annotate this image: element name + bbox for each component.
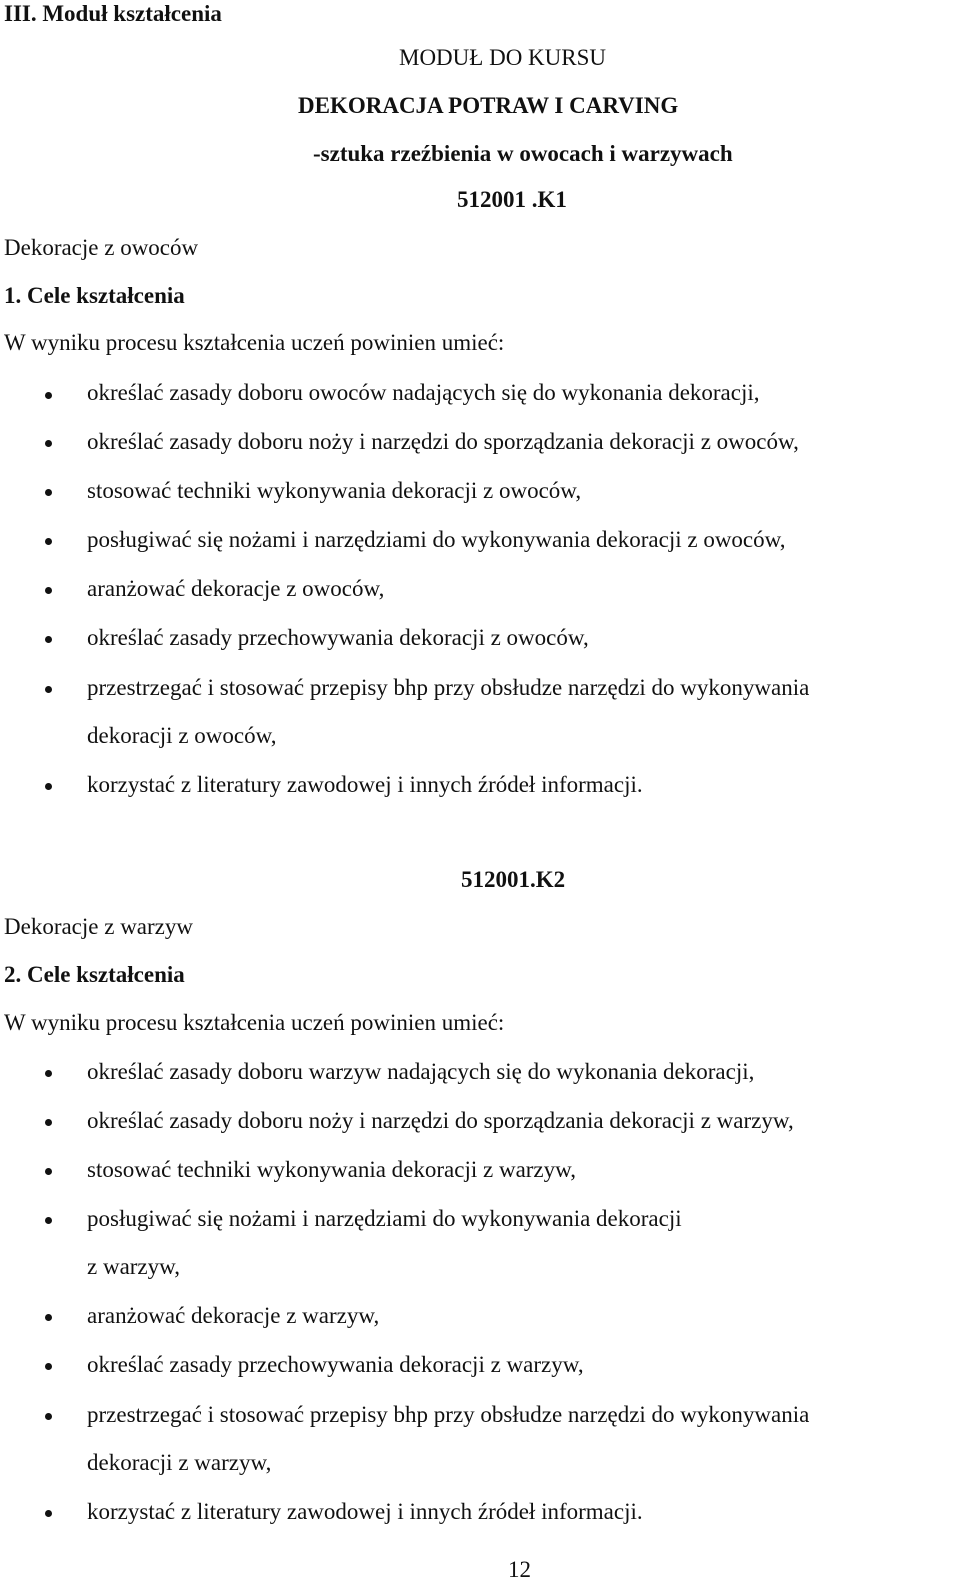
module-code-k2: 512001.K2 xyxy=(461,867,566,892)
list-item: przestrzegać i stosować przepisy bhp przy obsłudze narzędzi do wykonywania xyxy=(87,1402,810,1427)
list-item: określać zasady przechowywania dekoracji z owoców, xyxy=(87,625,589,650)
list-item: określać zasady doboru noży i narzędzi do sporządzania dekoracji z owoców, xyxy=(87,429,799,454)
list-item: korzystać z literatury zawodowej i innych źródeł informacji. xyxy=(87,1499,643,1524)
module-subtitle: -sztuka rzeźbienia w owocach i warzywach xyxy=(313,141,733,166)
bullet-icon xyxy=(45,1314,52,1321)
list-item-continuation: dekoracji z warzyw, xyxy=(87,1450,272,1475)
bullet-icon xyxy=(45,783,52,790)
module-code-k1: 512001 .K1 xyxy=(457,187,567,212)
module-title: DEKORACJA POTRAW I CARVING xyxy=(298,93,679,118)
bullet-icon xyxy=(45,1119,52,1126)
bullet-icon xyxy=(45,1168,52,1175)
list-item: określać zasady doboru warzyw nadających się do wykonania dekoracji, xyxy=(87,1059,755,1084)
bullet-icon xyxy=(45,1070,52,1077)
unit-title-fruits: Dekoracje z owoców xyxy=(4,235,199,260)
bullet-icon xyxy=(45,1510,52,1517)
list-item: posługiwać się nożami i narzędziami do wykonywania dekoracji z owoców, xyxy=(87,527,786,552)
list-item: określać zasady doboru noży i narzędzi do sporządzania dekoracji z warzyw, xyxy=(87,1108,794,1133)
bullet-icon xyxy=(45,392,52,399)
list-item: aranżować dekoracje z owoców, xyxy=(87,576,385,601)
list-item: stosować techniki wykonywania dekoracji z owoców, xyxy=(87,478,582,503)
goals-heading-1: 1. Cele kształcenia xyxy=(4,283,185,308)
list-item-continuation: z warzyw, xyxy=(87,1254,181,1279)
list-item: określać zasady przechowywania dekoracji z warzyw, xyxy=(87,1352,584,1377)
bullet-icon xyxy=(45,587,52,594)
bullet-icon xyxy=(45,489,52,496)
list-item: posługiwać się nożami i narzędziami do wykonywania dekoracji xyxy=(87,1206,682,1231)
bullet-icon xyxy=(45,686,52,693)
bullet-icon xyxy=(45,538,52,545)
page-number: 12 xyxy=(508,1557,531,1582)
module-label: MODUŁ DO KURSU xyxy=(399,45,607,70)
list-item-continuation: dekoracji z owoców, xyxy=(87,723,277,748)
bullet-icon xyxy=(45,1363,52,1370)
list-item: określać zasady doboru owoców nadających się do wykonania dekoracji, xyxy=(87,380,760,405)
list-item: korzystać z literatury zawodowej i innych źródeł informacji. xyxy=(87,772,643,797)
intro-text-1: W wyniku procesu kształcenia uczeń powinien umieć: xyxy=(4,330,505,355)
goals-heading-2: 2. Cele kształcenia xyxy=(4,962,185,987)
bullet-icon xyxy=(45,440,52,447)
list-item: stosować techniki wykonywania dekoracji z warzyw, xyxy=(87,1157,577,1182)
list-item: przestrzegać i stosować przepisy bhp przy obsłudze narzędzi do wykonywania xyxy=(87,675,810,700)
bullet-icon xyxy=(45,1217,52,1224)
unit-title-vegetables: Dekoracje z warzyw xyxy=(4,914,193,939)
bullet-icon xyxy=(45,1413,52,1420)
list-item: aranżować dekoracje z warzyw, xyxy=(87,1303,380,1328)
bullet-icon xyxy=(45,636,52,643)
section-heading: III. Moduł kształcenia xyxy=(4,1,222,26)
intro-text-2: W wyniku procesu kształcenia uczeń powinien umieć: xyxy=(4,1010,505,1035)
